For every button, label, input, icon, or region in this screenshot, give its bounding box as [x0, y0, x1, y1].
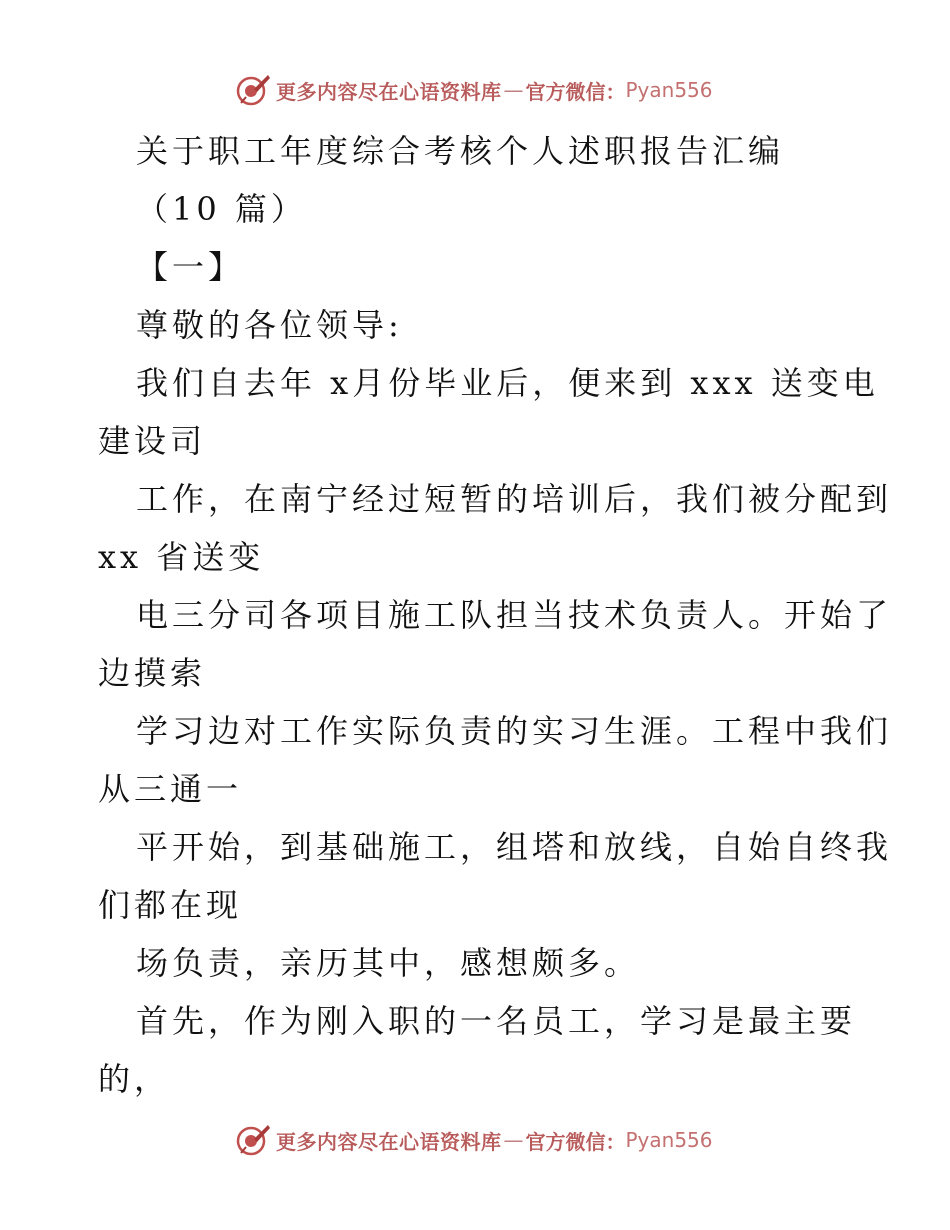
body-line: xx 省送变	[98, 538, 265, 576]
body-line: 场负责，亲历其中，感想颇多。	[136, 944, 641, 982]
body-line: 平开始，到基础施工，组塔和放线，自始自终我	[136, 828, 893, 866]
watermark-wechat-label: 官方微信：	[525, 79, 626, 104]
watermark-wechat-handle: Pyan556	[625, 78, 713, 102]
body-line: 建设司	[98, 422, 207, 460]
pen-logo-icon	[232, 70, 272, 110]
body-line: 电三分司各项目施工队担当技术负责人。开始了	[136, 596, 893, 634]
body-line: 我们自去年 x月份毕业后，便来到 xxx 送变电	[136, 364, 879, 402]
body-line: 学习边对工作实际负责的实习生涯。工程中我们	[136, 712, 893, 750]
watermark-wechat-label: 官方微信：	[525, 1129, 626, 1154]
watermark-wechat-handle: Pyan556	[625, 1128, 713, 1152]
document-title-line-1: 关于职工年度综合考核个人述职报告汇编	[136, 132, 785, 170]
body-line: 的，	[98, 1060, 171, 1098]
body-line: 首先，作为刚入职的一名员工，学习是最主要	[136, 1002, 857, 1040]
body-line: 工作，在南宁经过短暂的培训后，我们被分配到	[136, 480, 893, 518]
body-line: 们都在现	[98, 886, 243, 924]
header-watermark	[232, 70, 713, 110]
watermark-dash: —	[503, 1128, 524, 1152]
salutation: 尊敬的各位领导:	[136, 306, 403, 344]
body-line: 从三通一	[98, 770, 243, 808]
watermark-promo-text: 更多内容尽在心语资料库	[276, 79, 502, 104]
section-marker: 【一】	[136, 248, 245, 286]
watermark-promo-text: 更多内容尽在心语资料库	[276, 1129, 502, 1154]
body-line: 边摸索	[98, 654, 207, 692]
document-body	[98, 122, 893, 1108]
document-title-line-2: （10 篇）	[136, 190, 307, 228]
watermark-dash: —	[503, 78, 524, 102]
pen-logo-icon	[232, 1120, 272, 1160]
footer-watermark	[232, 1120, 713, 1160]
